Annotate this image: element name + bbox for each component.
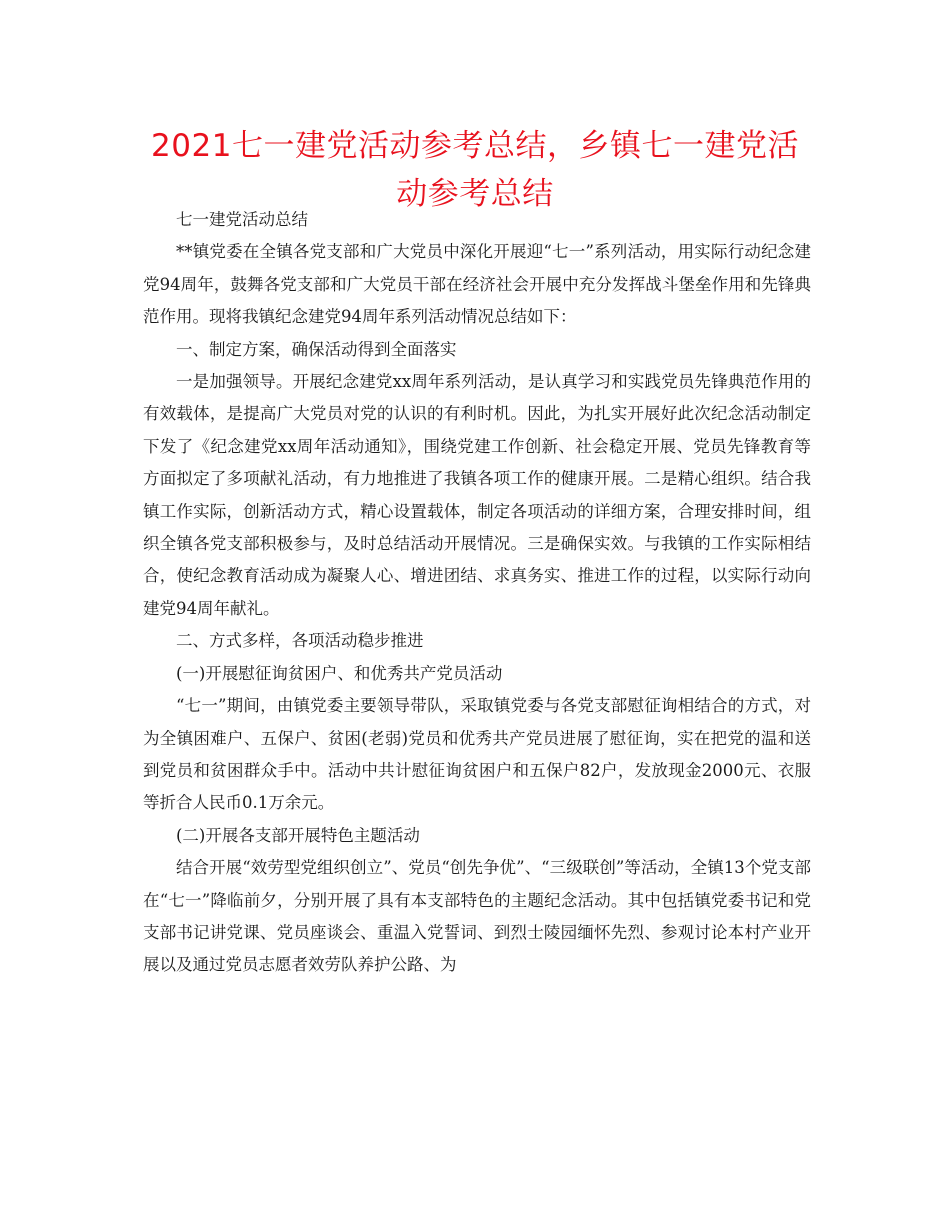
- section-heading: 一、制定方案，确保活动得到全面落实: [176, 339, 457, 359]
- subsection-heading: (一)开展慰征询贫困户、和优秀共产党员活动: [176, 663, 503, 683]
- paragraph: 一是加强领导。开展纪念建党xx周年系列活动，是认真学习和实践党员先锋典范作用的有效载体，是提高广大党员对党的认识的有利时机。因此，为扎实开展好此次纪念活动制定下发了《纪念建党xx周年活动通知》，围绕党建工作创新、社会稳定开展、党员先锋教育等方面拟定了多项献礼活动，有力地推进了我镇各项工作的健康开展。二是精心组织。结合我镇工作实际，创新活动方式，精心设置载体，制定各项活动的详细方案，合理安排时间，组织全镇各党支部积极参与，及时总结活动开展情况。三是确保实效。与我镇的工作实际相结合，使纪念教育活动成为凝聚人心、增进团结、求真务实、推进工作的过程，以实际行动向建党94周年献礼。: [143, 372, 811, 618]
- section-heading: 七一建党活动总结: [176, 210, 308, 229]
- document-body: [143, 204, 811, 982]
- paragraph: 结合开展“效劳型党组织创立”、党员“创先争优”、“三级联创”等活动，全镇13个党支部在“七一”降临前夕，分别开展了具有本支部特色的主题纪念活动。其中包括镇党委书记和党支部书记讲党课、党员座谈会、重温入党誓词、到烈士陵园缅怀先烈、参观讨论本村产业开展以及通过党员志愿者效劳队养护公路、为: [143, 858, 811, 975]
- section-heading: 二、方式多样，各项活动稳步推进: [176, 631, 424, 651]
- subsection-heading: (二)开展各支部开展特色主题活动: [176, 825, 420, 845]
- paragraph: “七一”期间，由镇党委主要领导带队，采取镇党委与各党支部慰征询相结合的方式，对为全镇困难户、五保户、贫困(老弱)党员和优秀共产党员进展了慰征询，实在把党的温和送到党员和贫困群众手中。活动中共计慰征询贫困户和五保户82户，发放现金2000元、衣服等折合人民币0.1万余元。: [143, 696, 811, 813]
- document-title: 2021七一建党活动参考总结，乡镇七一建党活动参考总结: [151, 128, 799, 212]
- paragraph: **镇党委在全镇各党支部和广大党员中深化开展迎“七一”系列活动，用实际行动纪念建党94周年，鼓舞各党支部和广大党员干部在经济社会开展中充分发挥战斗堡垒作用和先锋典范作用。现将我镇纪念建党94周年系列活动情况总结如下：: [143, 242, 811, 327]
